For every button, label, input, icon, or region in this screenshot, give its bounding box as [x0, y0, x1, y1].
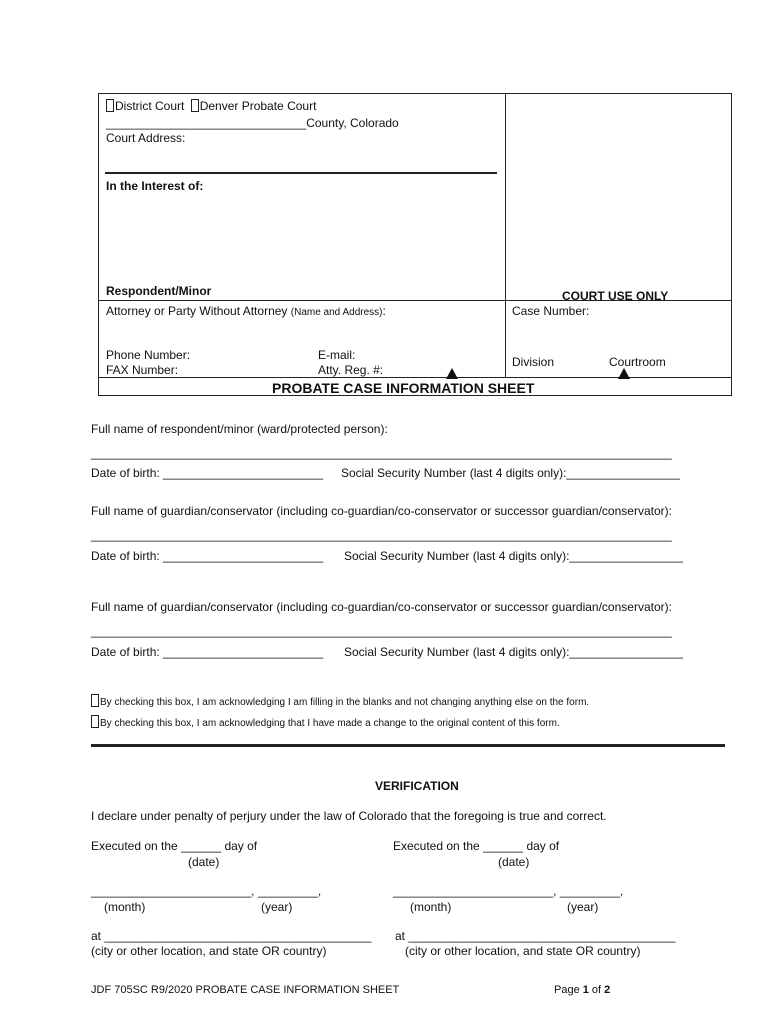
- at-line-left[interactable]: at ________________________________________: [91, 929, 372, 943]
- district-court-checkbox[interactable]: [106, 99, 114, 112]
- title-top-line: [98, 377, 732, 378]
- page-of: of: [588, 984, 605, 996]
- case-number-label: Case Number:: [512, 304, 590, 318]
- changed-text: By checking this box, I am acknowledging that I have made a change to the original content of this form.: [100, 718, 560, 729]
- dob-3-field[interactable]: Date of birth: ________________________: [91, 645, 324, 659]
- denver-probate-checkbox[interactable]: [191, 99, 199, 112]
- month-label-left: (month): [104, 900, 146, 914]
- respondent-name-blank[interactable]: _______________________________________________________________________________________: [91, 446, 672, 460]
- verification-heading: VERIFICATION: [375, 779, 459, 793]
- month-label-right: (month): [410, 900, 452, 914]
- triangle-icon: [618, 368, 630, 379]
- executed-left[interactable]: Executed on the ______ day of: [91, 839, 258, 853]
- phone-label: Phone Number:: [106, 348, 191, 362]
- ssn-2-field[interactable]: Social Security Number (last 4 digits only):_________________: [344, 549, 683, 563]
- ssn-1-field[interactable]: Social Security Number (last 4 digits only):_________________: [341, 466, 680, 480]
- location-label-right: (city or other location, and state OR country): [405, 944, 641, 958]
- page-total: 2: [604, 984, 611, 996]
- attorney-row: [106, 304, 386, 318]
- location-label-left: (city or other location, and state OR country): [91, 944, 327, 958]
- page-number: 1: [582, 984, 589, 996]
- division-label: Division: [512, 355, 555, 369]
- changed-row: [91, 715, 560, 729]
- district-court-label: District Court: [115, 99, 185, 113]
- month-year-left[interactable]: ________________________, _________,: [91, 884, 322, 898]
- page-prefix: Page: [554, 984, 583, 996]
- declaration-text: I declare under penalty of perjury under the law of Colorado that the foregoing is true and correct.: [91, 809, 607, 823]
- respondent-name-label: Full name of respondent/minor (ward/protected person):: [91, 422, 388, 436]
- no-change-checkbox[interactable]: [91, 694, 99, 707]
- guardian-2-label: Full name of guardian/conservator (including co-guardian/co-conservator or successor guardian/conservator):: [91, 600, 672, 614]
- respondent-label: Respondent/Minor: [106, 284, 212, 298]
- month-year-right[interactable]: ________________________, _________,: [393, 884, 624, 898]
- changed-checkbox[interactable]: [91, 715, 99, 728]
- guardian-2-blank[interactable]: _______________________________________________________________________________________: [91, 624, 672, 638]
- footer-form-id: JDF 705SC R9/2020 PROBATE CASE INFORMATION SHEET: [91, 984, 400, 996]
- caption-divider: [505, 93, 506, 378]
- denver-probate-label: Denver Probate Court: [199, 99, 317, 113]
- year-label-right: (year): [567, 900, 599, 914]
- court-address-underline: [105, 172, 497, 174]
- atty-reg-label: Atty. Reg. #:: [318, 363, 384, 377]
- section-divider: [91, 744, 725, 747]
- date-label-right: (date): [498, 855, 530, 869]
- attorney-note: (Name and Address): [290, 307, 383, 318]
- at-line-right[interactable]: at ________________________________________: [395, 929, 676, 943]
- dob-1-field[interactable]: Date of birth: ________________________: [91, 466, 324, 480]
- caption-box: [98, 93, 732, 396]
- court-use-only: COURT USE ONLY: [562, 289, 669, 303]
- year-label-left: (year): [261, 900, 293, 914]
- no-change-row: [91, 694, 589, 708]
- triangle-icon: [446, 368, 458, 379]
- court-address-label: Court Address:: [106, 131, 186, 145]
- date-label-left: (date): [188, 855, 220, 869]
- attorney-label: Attorney or Party Without Attorney: [106, 304, 288, 318]
- court-type-row: [106, 99, 316, 113]
- dob-2-field[interactable]: Date of birth: ________________________: [91, 549, 324, 563]
- fax-label: FAX Number:: [106, 363, 179, 377]
- courtroom-label: Courtroom: [609, 355, 666, 369]
- executed-right[interactable]: Executed on the ______ day of: [393, 839, 560, 853]
- county-line[interactable]: ______________________________County, Colorado: [106, 116, 399, 130]
- ssn-3-field[interactable]: Social Security Number (last 4 digits only):_________________: [344, 645, 683, 659]
- no-change-text: By checking this box, I am acknowledging I am filling in the blanks and not changing anything else on the form.: [100, 697, 590, 708]
- page-indicator: [554, 984, 610, 996]
- attorney-colon: :: [382, 304, 386, 318]
- guardian-1-blank[interactable]: _______________________________________________________________________________________: [91, 528, 672, 542]
- in-interest-label: In the Interest of:: [106, 179, 204, 193]
- guardian-1-label: Full name of guardian/conservator (including co-guardian/co-conservator or successor guardian/conservator):: [91, 504, 672, 518]
- form-title: PROBATE CASE INFORMATION SHEET: [272, 380, 535, 396]
- email-label: E-mail:: [318, 348, 356, 362]
